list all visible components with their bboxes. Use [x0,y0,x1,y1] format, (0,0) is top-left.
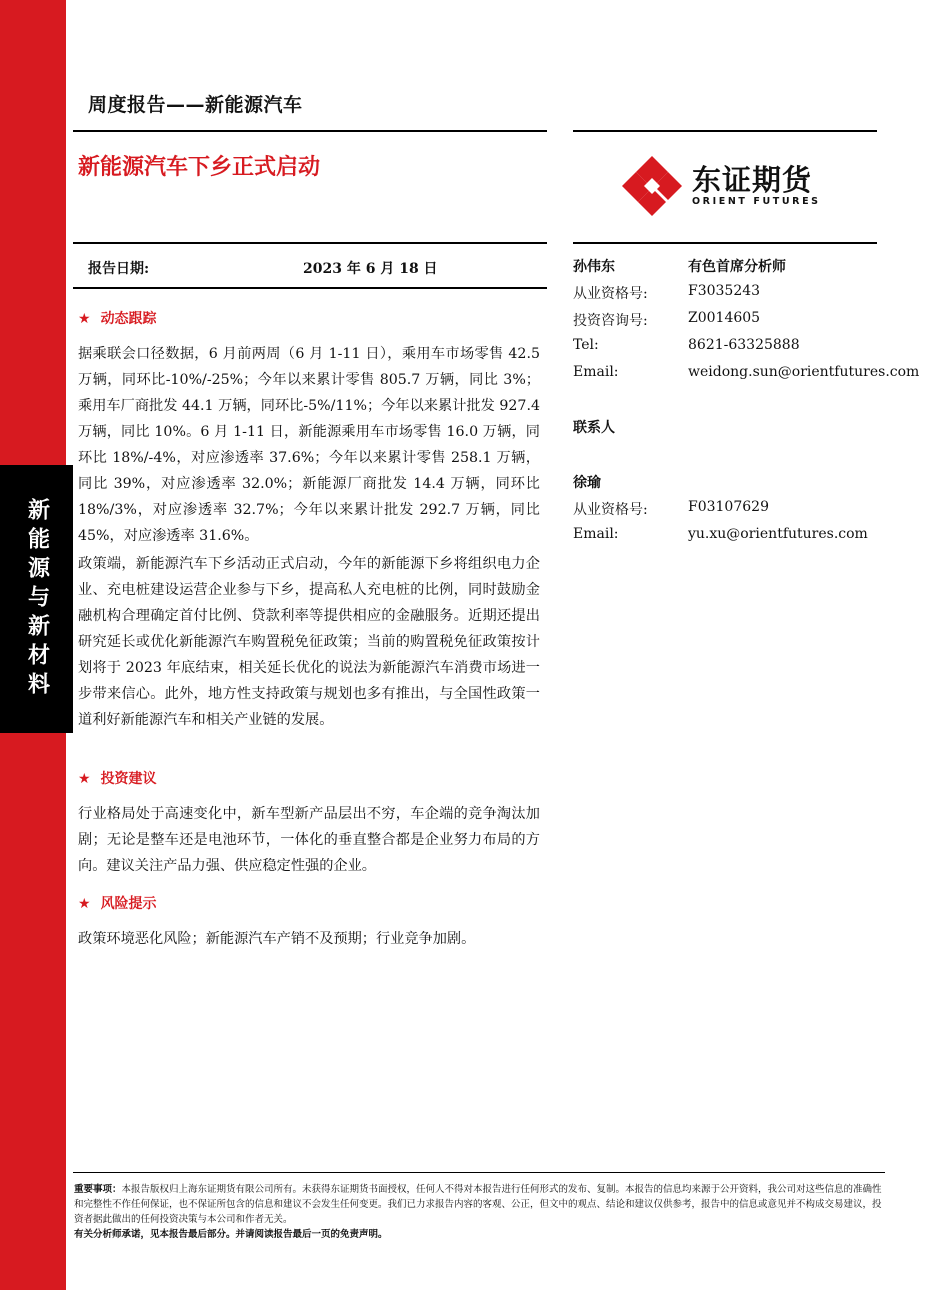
analyst-contacts [573,256,920,553]
page-title: 新能源汽车下乡正式启动 [78,155,321,180]
section-heading-text: 动态跟踪 [100,311,157,327]
report-series-title: 周度报告——新能源汽车 [88,94,303,116]
disclaimer-footer [74,1182,886,1242]
logo-chinese-name: 东证期货 [692,162,813,197]
contact-name-row [573,472,913,499]
analyst-name-row [573,256,913,283]
info-key: 投资咨询号: [573,313,648,329]
analyst-info-row [573,364,920,391]
info-key: Tel: [573,337,599,353]
info-value: F03107629 [688,499,769,515]
star-icon: ★ [78,896,91,912]
info-value: Z0014605 [688,310,761,326]
tracking-paragraph-1: 据乘联会口径数据，6 月前两周（6 月 1-11 日），乘用车市场零售 42.5 万辆，同环比-10%/-25%；今年以来累计零售 805.7 万辆，同比 3%；乘用车厂商批发 44.1 万辆，同环比-5%/11%；今年以来累计批发 927.4 万辆，同比 10%。6 月 1-11 日，新能源乘用车市场零售 16.0 万辆，同环比 18%/-4%，对应渗透率 37.6%；今年以来累计零售 258.1 万辆，同比 39%，对应渗透率 32.0%；新能源厂商批发 14.4 万辆，同环比 18%/3%，对应渗透率 32.7%；今年以来累计批发 292.7 万辆，同比 45%，对应渗透率 31.6%。 [78,346,540,544]
report-date-value: 2023 年 6 月 18 日 [303,261,438,277]
contact-name: 徐瑜 [573,475,601,491]
category-side-tab [0,465,73,733]
contact-info-row [573,499,913,526]
category-label: 新能源与新材料 [24,497,50,701]
header-rule-left [73,130,547,132]
analyst-info-row [573,337,913,364]
info-key: 从业资格号: [573,286,648,302]
star-icon: ★ [78,311,91,327]
report-date-label: 报告日期: [88,261,150,277]
analyst-info-row [573,310,913,337]
logo-english-name: ORIENT FUTURES [692,196,821,208]
info-value: 8621-63325888 [688,337,800,353]
info-key: Email: [573,364,619,380]
star-icon: ★ [78,771,91,787]
important-text: 本报告版权归上海东证期货有限公司所有。未获得东证期货书面授权，任何人不得对本报告进行任何形式的发布、复制。本报告的信息均来源于公开资料，我公司对这些信息的准确性和完整性不作任何保证，也不保证所包含的信息和建议不会发生任何变更。我们已力求报告内容的客观、公正，但文中的观点、结论和建议仅供参考，报告中的信息或意见并不构成交易建议，投资者据此做出的任何投资决策与本公司和作者无关。 [74,1184,882,1225]
footer-rule [73,1172,885,1173]
section-heading-risk [78,893,157,913]
analyst-commitment-note: 有关分析师承诺，见本报告最后部分。并请阅读报告最后一页的免责声明。 [74,1229,388,1240]
section-heading-text: 投资建议 [100,771,157,787]
analyst-name: 孙伟东 [573,259,615,275]
tracking-paragraph-2: 政策端，新能源汽车下乡活动正式启动，今年的新能源下乡将组织电力企业、充电桩建设运营企业参与下乡，提高私人充电桩的比例，同时鼓励金融机构合理确定首付比例、贷款利率等提供相应的金融服务。近期还提出研究延长或优化新能源汽车购置税免征政策；当前的购置税免征政策按计划将于 2023 年底结束，相关延长优化的说法为新能源汽车消费市场进一步带来信心。此外，地方性支持政策与规划也多有推出，与全国性政策一道利好新能源汽车和相关产业链的发展。 [78,556,540,728]
analyst-info-row [573,283,913,310]
date-rule-top-right [573,242,877,244]
header-rule-right [573,130,877,132]
contact-label-row [573,417,913,444]
info-key: Email: [573,526,619,542]
section-heading-investment [78,768,157,788]
section-heading-tracking [78,308,157,328]
contact-label: 联系人 [573,420,615,436]
date-rule-top-left [73,242,547,244]
logo-mark-icon [622,156,682,216]
info-key: 从业资格号: [573,502,648,518]
risk-paragraph: 政策环境恶化风险；新能源汽车产销不及预期；行业竞争加剧。 [78,931,476,947]
important-notice [74,1182,886,1227]
section-heading-text: 风险提示 [100,896,157,912]
date-rule-bottom [73,287,547,289]
important-label: 重要事项： [74,1184,122,1195]
contact-email[interactable]: yu.xu@orientfutures.com [688,526,868,542]
analyst-email[interactable]: weidong.sun@orientfutures.com [688,364,920,380]
contact-info-row [573,526,913,553]
investment-paragraph: 行业格局处于高速变化中，新车型新产品层出不穷，车企端的竞争淘汰加剧；无论是整车还是电池环节，一体化的垂直整合都是企业努力布局的方向。建议关注产品力强、供应稳定性强的企业。 [78,806,540,874]
info-value: F3035243 [688,283,761,299]
company-logo [622,156,821,216]
analyst-title: 有色首席分析师 [688,259,786,275]
